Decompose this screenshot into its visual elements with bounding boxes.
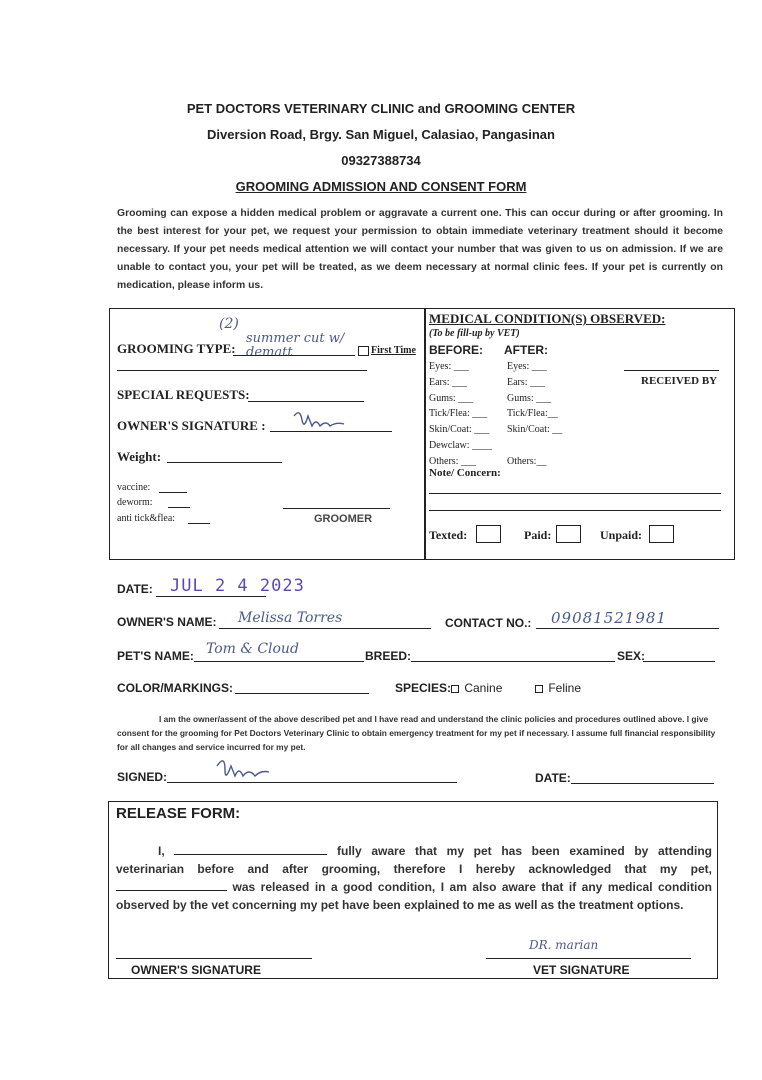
feline-label: Feline [548,681,582,695]
before-item[interactable]: Others: ___ [429,455,476,467]
deworm-line[interactable] [168,507,190,508]
checkbox-box[interactable] [358,346,369,356]
consent-paragraph: I am the owner/assent of the above described pet and I have read and understand the clinic policies and procedures outlined above. I give consent for the grooming for Pet Doctors Veterinary Clinic to obtain emergency treatment for my pet if necessary. I assume full financial responsibility for all changes and service incurred for my pet. [117,714,716,752]
special-requests-line[interactable] [248,401,364,402]
note-line-2[interactable] [429,510,721,511]
signed-label: SIGNED: [117,770,168,784]
medical-title: MEDICAL CONDITION(S) OBSERVED: [429,311,666,326]
texted-label: Texted: [429,528,468,542]
feline-checkbox[interactable] [535,685,543,693]
grooming-type-label: GROOMING TYPE: [117,341,236,356]
grooming-type-value[interactable]: summer cut w/ dematt [246,331,345,360]
color-line[interactable] [235,693,369,694]
after-item[interactable]: Gums: ___ [507,392,552,404]
pet-name-label: PET'S NAME: [117,649,194,663]
signed-scribble [213,754,273,784]
date-label: DATE: [117,582,153,596]
note-line-1[interactable] [429,493,721,494]
release-text [116,842,712,914]
groomer-label: GROOMER [314,513,373,525]
after-list [507,359,562,470]
breed-label: BREED: [365,649,412,663]
weight-line[interactable] [167,462,282,463]
first-time-checkbox[interactable] [358,345,416,356]
after-label: AFTER: [504,343,548,357]
release-owner-line[interactable] [116,958,312,959]
color-label: COLOR/MARKINGS: [117,681,233,695]
species-label: SPECIES: [395,681,452,695]
release-name-blank[interactable] [174,844,327,855]
special-requests-label: SPECIAL REQUESTS: [117,387,250,402]
owner-signature-scribble [290,406,350,434]
release-vet-line[interactable] [486,958,691,959]
note-label: Note/ Concern: [429,467,501,479]
grooming-count: (2) [219,316,239,332]
before-item[interactable]: Ears: ___ [429,376,468,388]
clinic-phone: 09327388734 [341,153,421,168]
release-title: RELEASE FORM: [116,805,241,822]
grooming-line-2 [117,370,367,371]
medical-subtitle: (To be fill-up by VET) [429,328,520,339]
weight-label: Weight: [117,449,162,464]
after-item[interactable]: Skin/Coat: __ [507,424,563,436]
owner-name-value[interactable]: Melissa Torres [238,610,343,626]
after-item[interactable]: Tick/Flea:__ [507,408,558,420]
species-canine[interactable] [451,681,502,695]
release-owner-label: OWNER'S SIGNATURE [131,963,261,977]
before-label: BEFORE: [429,343,483,357]
date-stamp[interactable]: JUL 2 4 2023 [170,576,305,596]
texted-checkbox[interactable] [476,525,501,543]
groomer-line[interactable] [283,508,390,509]
before-item[interactable]: Gums: ___ [429,392,474,404]
signed-date-label: DATE: [535,771,571,785]
date-line [156,596,266,597]
contact-value[interactable]: 09081521981 [551,609,667,627]
owner-name-label: OWNER'S NAME: [117,615,217,629]
antitick-line[interactable] [188,523,210,524]
unpaid-label: Unpaid: [600,528,643,542]
owner-signature-label: OWNER'S SIGNATURE : [117,418,266,433]
after-item[interactable]: Others:__ [507,455,547,467]
vaccine-line[interactable] [159,492,187,493]
received-by-line[interactable] [624,370,719,371]
received-by-label: RECEIVED BY [641,375,718,387]
species-feline[interactable] [535,681,581,695]
after-item[interactable]: Eyes: ___ [507,361,547,372]
release-text-b: fully aware that my pet has been examined by attending veterinarian before and after grooming, therefore I hereby acknowledged that my pet, [116,844,712,876]
pet-name-value[interactable]: Tom & Cloud [206,641,299,657]
release-pet-blank[interactable] [116,880,227,891]
before-item[interactable]: Eyes: ___ [429,361,469,372]
pet-name-line [194,661,364,662]
vaccine-label: vaccine: [117,482,151,493]
release-text-c: was released in a good condition, I am also aware that if any medical condition observed by the vet concerning my pet have been explained to me as well as the treatment options. [116,880,712,912]
first-time-label: First Time [371,345,416,356]
grooming-type-line [233,355,355,356]
before-item[interactable]: Tick/Flea: ___ [429,408,488,420]
panel-divider [424,309,426,559]
release-text-a: I, [158,844,165,858]
signed-date-line[interactable] [571,783,714,784]
contact-line [536,628,719,629]
canine-label: Canine [464,681,503,695]
release-vet-label: VET SIGNATURE [533,963,630,977]
owner-name-line [219,628,431,629]
vet-signed-text: DR. marian [529,938,599,952]
sex-label: SEX: [617,649,646,663]
before-item[interactable]: Dewclaw: ____ [429,439,493,451]
contact-label: CONTACT NO.: [445,616,532,630]
unpaid-checkbox[interactable] [649,525,674,543]
clinic-name: PET DOCTORS VETERINARY CLINIC and GROOMING CENTER [186,101,576,116]
breed-line[interactable] [411,661,615,662]
after-item[interactable]: Ears: ___ [507,376,546,388]
canine-checkbox[interactable] [451,685,459,693]
before-list [429,359,492,470]
sex-line[interactable] [643,661,715,662]
intro-paragraph: Grooming can expose a hidden medical problem or aggravate a current one. This can occur during or after grooming. In the best interest for your pet, we request your permission to obtain immediate veterinary treatment should it become necessary. If your pet needs medical attention we will contact your number that was given to us on admission. If we are unable to contact you, your pet will be treated, as we deem necessary at normal clinic fees. If your pet is currently on medication, please inform us. [117,208,723,291]
paid-checkbox[interactable] [556,525,581,543]
form-title: GROOMING ADMISSION AND CONSENT FORM [235,179,527,194]
before-item[interactable]: Skin/Coat: ___ [429,424,490,436]
after-item [507,438,562,454]
paid-label: Paid: [524,528,552,542]
deworm-label: deworm: [117,497,153,508]
clinic-address: Diversion Road, Brgy. San Miguel, Calasiao, Pangasinan [207,127,555,142]
antitick-label: anti tick&flea: [117,513,176,524]
signed-line[interactable] [167,782,457,783]
